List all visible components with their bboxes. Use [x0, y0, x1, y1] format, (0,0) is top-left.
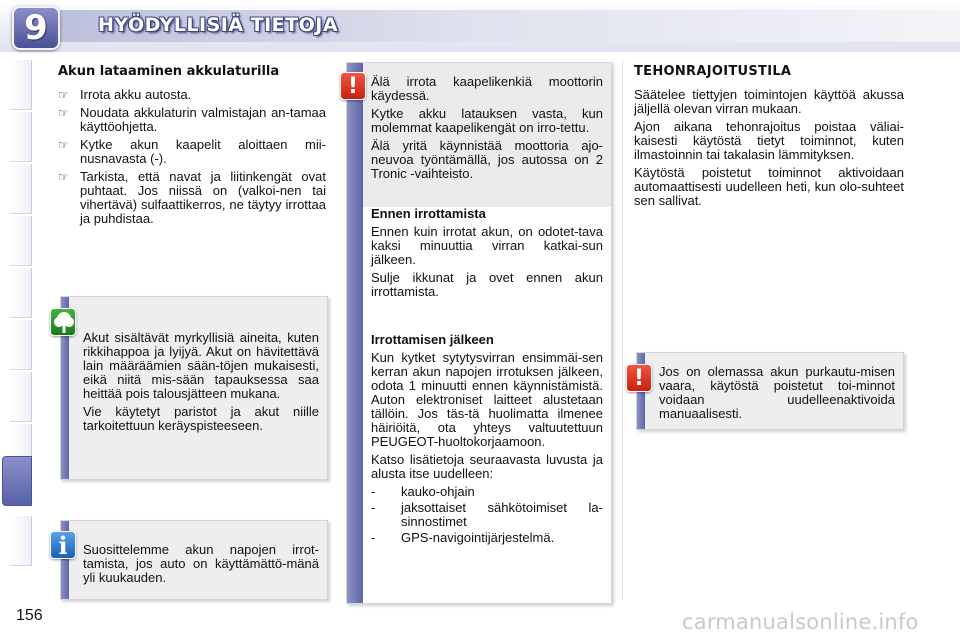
- battery-warning-panel: [346, 62, 612, 604]
- page-title: HYÖDYLLISIÄ TIETOJA: [98, 14, 339, 36]
- list-item: - jaksottaiset sähkötoimiset la-sinnostimet: [371, 500, 603, 529]
- list-item: - GPS-navigointijärjestelmä.: [371, 530, 555, 545]
- warning-icon: !: [340, 72, 366, 100]
- charging-steps-list: [58, 88, 326, 230]
- section-heading-power-limit: TEHONRAJOITUSTILA: [634, 64, 792, 79]
- section-heading-charging: Akun lataaminen akkulaturilla: [58, 64, 280, 79]
- watermark: carmanualsonline.info: [682, 610, 919, 634]
- info-note-text: Suosittelemme akun napojen irrot-tamista, jos auto on käyttämättö-mänä yli kuukauden.: [83, 542, 319, 585]
- chapter-tab-6[interactable]: [10, 320, 32, 370]
- info-note: [60, 520, 328, 600]
- discharge-warning-text: Jos on olemassa akun purkautu-misen vaara, käytöstä poistetut toi-minnot voidaan uudelleenaktivoida manuaalisesti.: [659, 364, 895, 421]
- after-removal-section: Irrottamisen jälkeen Kun kytket sytytysvirran ensimmäi-sen kerran akun napojen irrotuksen jälkeen, odota 1 minuutti ennen käynnistämistä. Auton elektroniset laitteet alustetaan tällöin. Jos täs-tä huolimatta ilmenee häiriöitä, ota yhteys valtuutettuun PEUGEOT-huoltokorjaamoon. Katso lisätietoja seuraavasta luvusta ja alusta itse uudelleen: - kauko-ohjain - jaksottaiset sähkötoimiset la-sinnostimet - GPS-navigointijärjestelmä.: [371, 332, 603, 545]
- chapter-tab-3[interactable]: [10, 164, 32, 214]
- note-accent-strip: [347, 63, 363, 603]
- warning-icon: !: [626, 364, 652, 392]
- chapter-tab-2[interactable]: [10, 112, 32, 162]
- before-removal-section: Ennen irrottamista Ennen kuin irrotat akun, on odotet-tava kaksi minuuttia virran katkai-sun jälkeen. Sulje ikkunat ja ovet ennen akun irrottamista.: [371, 206, 603, 299]
- chapter-tab-7[interactable]: [10, 372, 32, 422]
- chapter-tab-5[interactable]: [10, 268, 32, 318]
- after-removal-heading: Irrottamisen jälkeen: [371, 332, 494, 347]
- page-number: 156: [16, 607, 43, 624]
- power-limit-text: Säätelee tiettyjen toimintojen käyttöä akussa jäljellä olevan virran mukaan. Ajon aikana tehonrajoitus poistaa väliai-kaisesti käytöstä tietyt toiminnot, kuten ilmastoinnin tai takalasin lämmityksen. Käytöstä poistetut toiminnot aktivoidaan automaattisesti uudelleen heti, kun olo-suhteet sen sallivat.: [634, 87, 904, 208]
- environment-note-text: Akut sisältävät myrkyllisiä aineita, kuten rikkihappoa ja lyijyä. Akut on hävitettävä lain määräämien sään-töjen mukaisesti, eikä niitä mis-sään tapauksessa saa heittää pois talousjätteen mukana. Vie käytetyt paristot ja akut niille tarkoitettuun keräyspisteeseen.: [83, 330, 319, 433]
- chapter-tab-4[interactable]: [10, 216, 32, 266]
- environment-note: [60, 296, 328, 480]
- list-item: ☞ Tarkista, että navat ja liitinkengät ovat puhtaat. Jos niissä on (valkoi-nen tai vihertävä) sulfaattikerros, ne täytyy irrottaa ja puhdistaa.: [58, 169, 326, 226]
- list-item: ☞ Kytke akun kaapelit aloittaen mii-nusnavasta (-).: [58, 137, 326, 166]
- list-item: - kauko-ohjain: [371, 484, 475, 499]
- pointing-hand-icon: ☞: [58, 138, 69, 152]
- reinitialise-list: [371, 485, 603, 545]
- discharge-warning-note: [636, 352, 904, 430]
- pointing-hand-icon: ☞: [58, 170, 69, 184]
- chapter-tab-10[interactable]: [10, 516, 32, 566]
- list-item: ☞ Irrota akku autosta.: [58, 87, 192, 102]
- warning-text: Älä irrota kaapelikenkiä moottorin käydessä. Kytke akku latauksen vasta, kun molemmat kaapelikengät on irro-tettu. Älä yritä käynnistää moottoria ajo-neuvoa työntämällä, jos autossa on 2 Tronic -vaihteisto.: [371, 74, 603, 181]
- pointing-hand-icon: ☞: [58, 88, 69, 102]
- pointing-hand-icon: ☞: [58, 106, 69, 120]
- column-divider: [622, 60, 623, 600]
- list-item: ☞ Noudata akkulaturin valmistajan an-tamaa käyttöohjetta.: [58, 105, 326, 134]
- chapter-tabs: [0, 60, 34, 580]
- chapter-tab-9-active[interactable]: [2, 456, 32, 506]
- chapter-tab-1[interactable]: [10, 60, 32, 110]
- info-icon: i: [50, 531, 76, 559]
- before-removal-heading: Ennen irrottamista: [371, 206, 486, 221]
- chapter-badge: 9: [12, 6, 60, 50]
- tree-icon: [50, 308, 76, 336]
